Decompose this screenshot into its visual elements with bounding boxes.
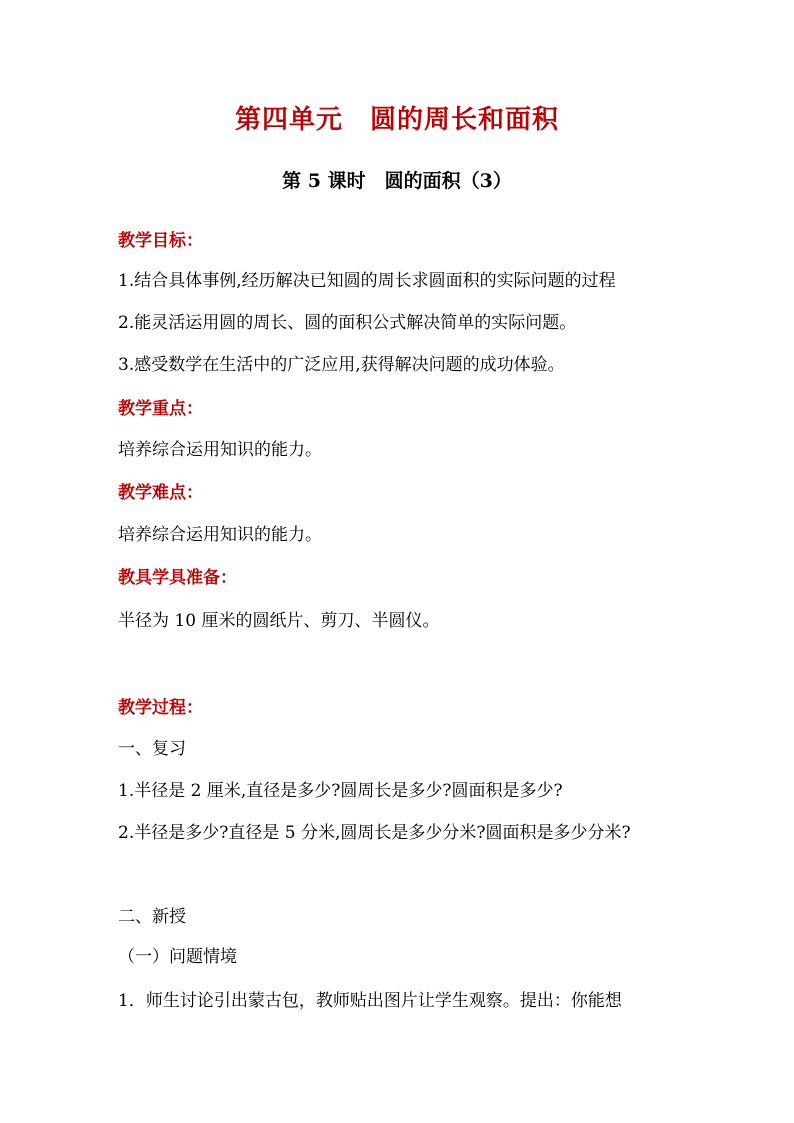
difficulty-text: 培养综合运用知识的能力。 — [118, 525, 322, 545]
situation-item-1: 1．师生讨论引出蒙古包，教师贴出图片让学生观察。提出：你能想 — [118, 991, 622, 1011]
key-points-heading: 教学重点： — [118, 399, 203, 419]
lesson-subtitle: 第 5 课时 圆的面积（3） — [282, 170, 512, 192]
situation-heading: （一）问题情境 — [118, 947, 237, 967]
goal-item-1: 1.结合具体事例,经历解决已知圆的周长求圆面积的实际问题的过程 — [118, 271, 616, 291]
review-item-2: 2.半径是多少?直径是 5 分米,圆周长是多少分米?圆面积是多少分米? — [118, 823, 631, 843]
difficulty-heading: 教学难点： — [118, 483, 203, 503]
review-heading: 一、复习 — [118, 739, 186, 759]
goal-item-2: 2.能灵活运用圆的周长、圆的面积公式解决简单的实际问题。 — [118, 313, 577, 333]
goals-heading: 教学目标： — [118, 231, 203, 251]
process-heading: 教学过程： — [118, 698, 203, 718]
goal-item-3: 3.感受数学在生活中的广泛应用,获得解决问题的成功体验。 — [118, 355, 565, 375]
page-title: 第四单元 圆的周长和面积 — [234, 105, 559, 135]
tools-heading: 教具学具准备： — [118, 568, 237, 588]
review-item-1: 1.半径是 2 厘米,直径是多少?圆周长是多少?圆面积是多少? — [118, 781, 563, 801]
key-points-text: 培养综合运用知识的能力。 — [118, 440, 322, 460]
new-lesson-heading: 二、新授 — [118, 907, 186, 927]
tools-text: 半径为 10 厘米的圆纸片、剪刀、半圆仪。 — [118, 611, 440, 631]
